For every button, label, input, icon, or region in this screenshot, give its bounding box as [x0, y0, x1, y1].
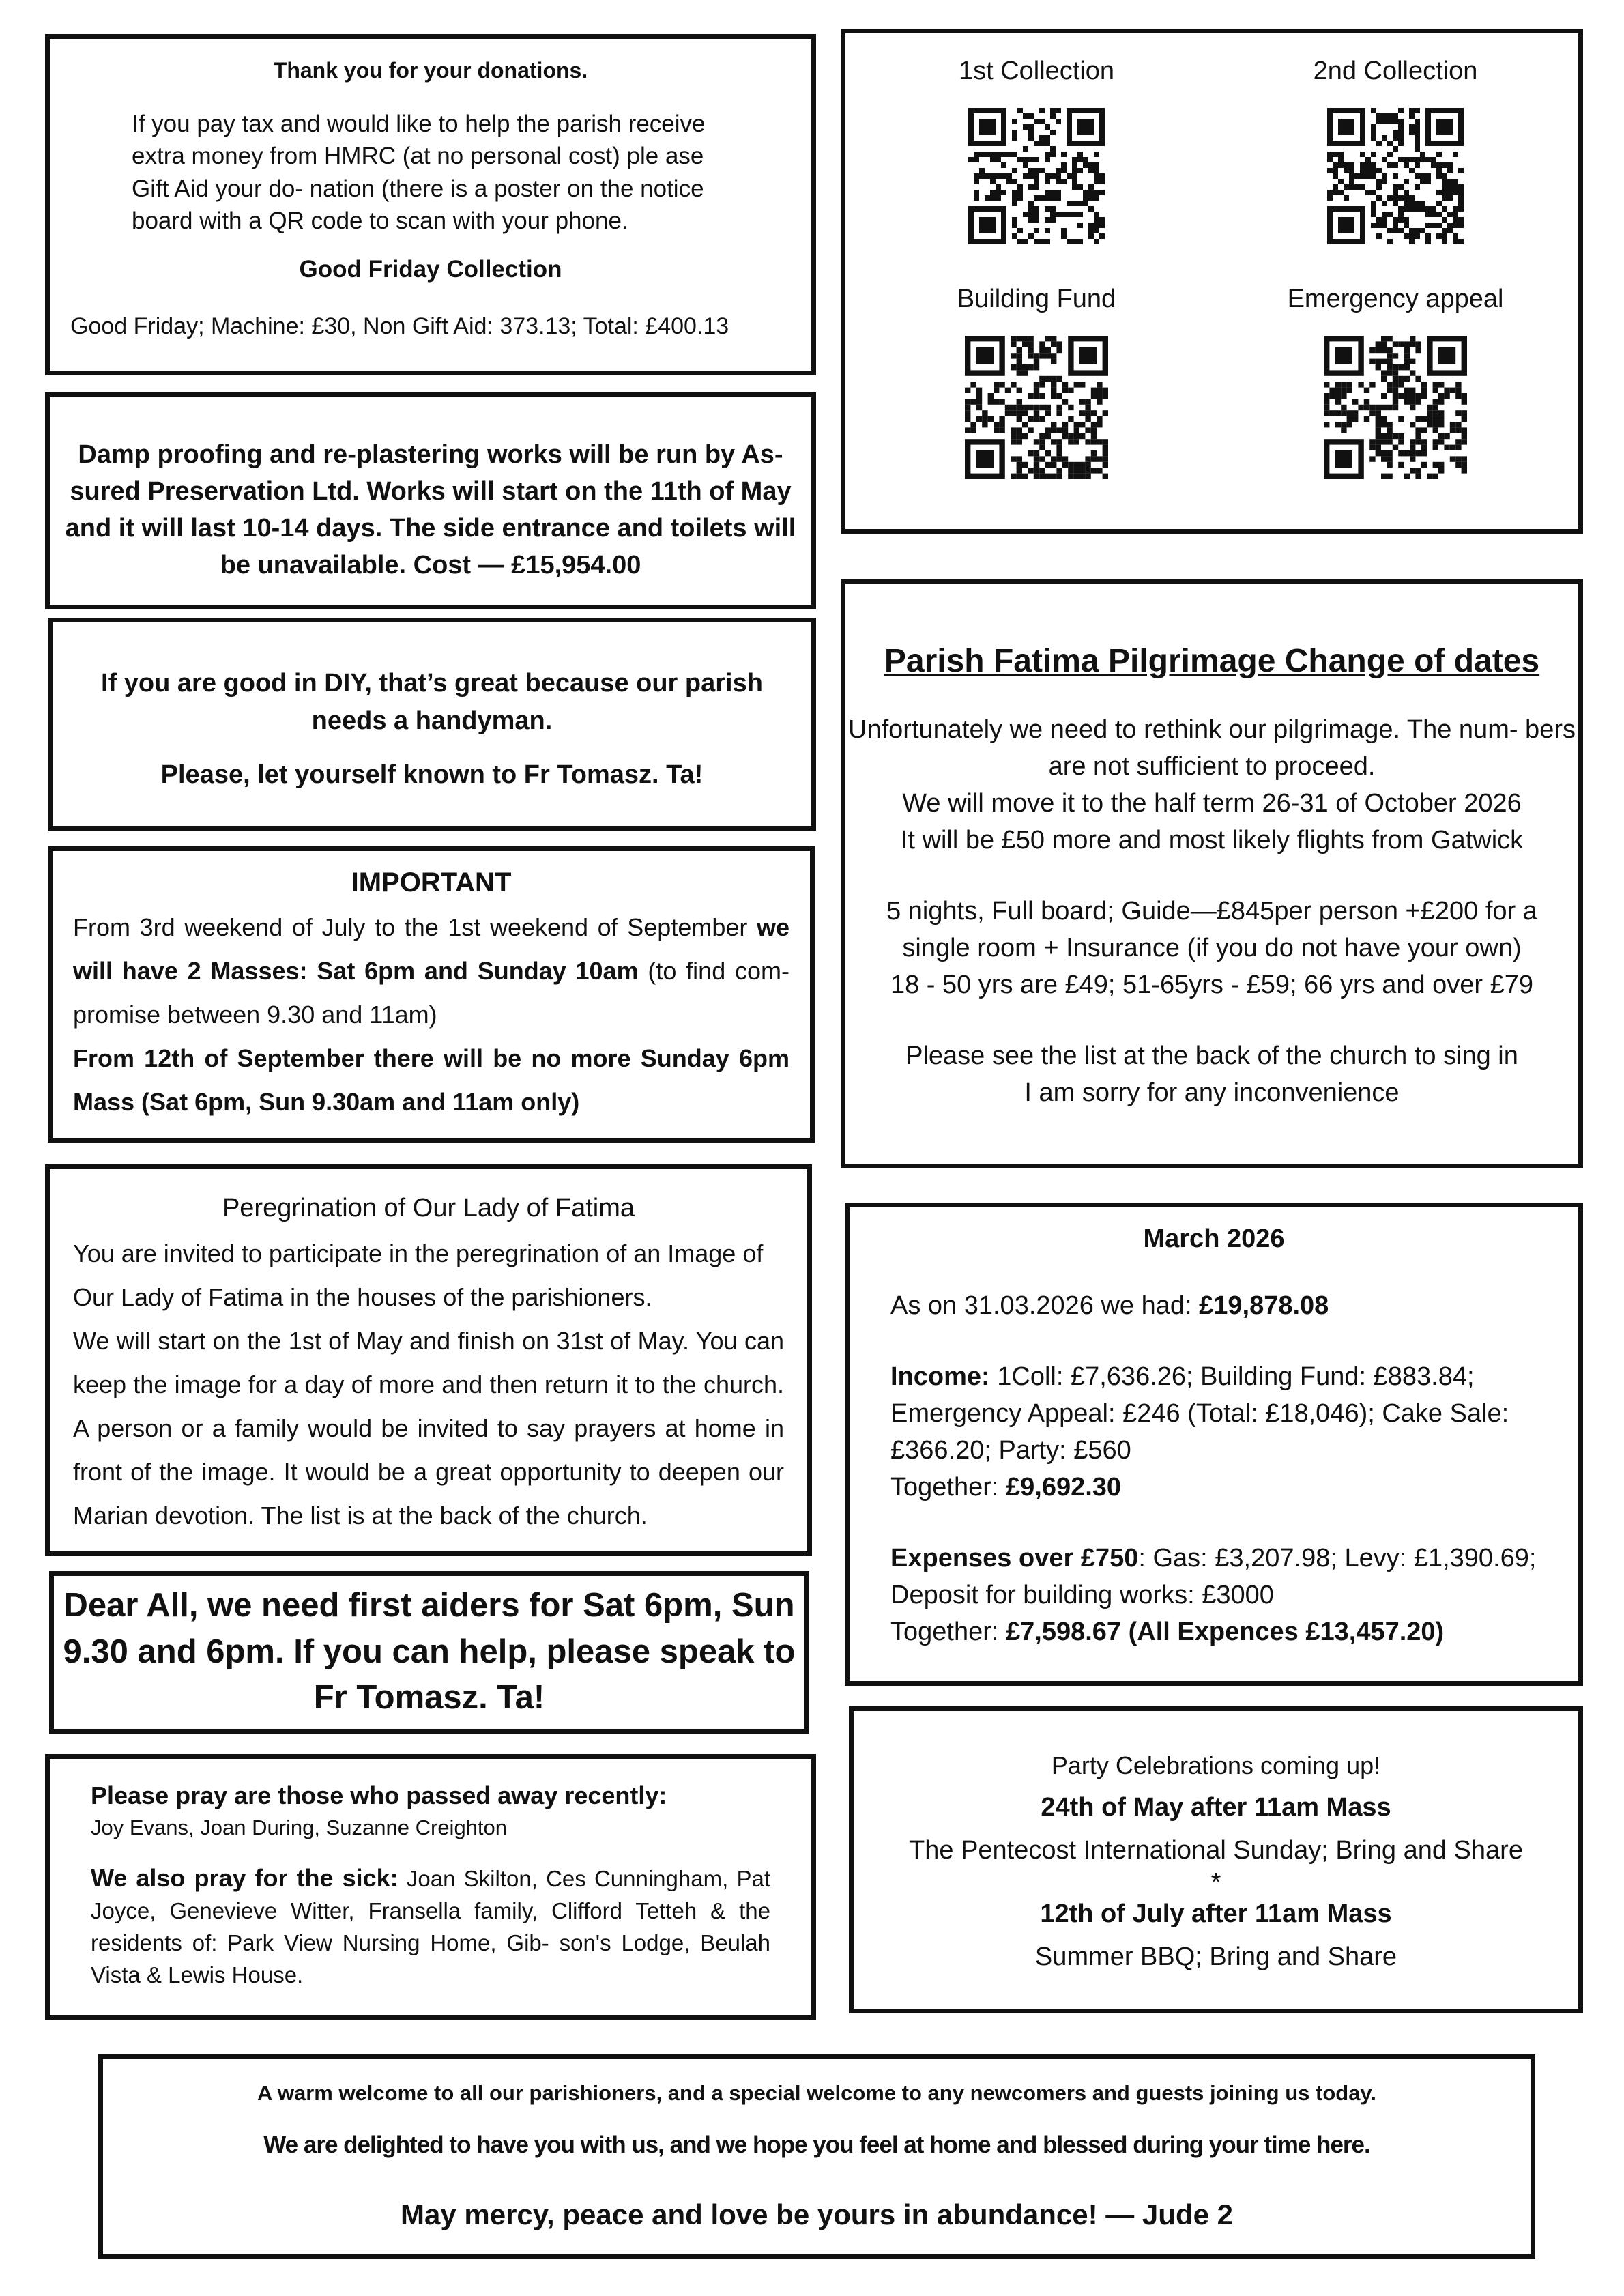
qr-emergency-appeal[interactable] [1266, 285, 1525, 479]
september-mass-text: From 12th of September there will be no more Sunday 6pm Mass (Sat 6pm, Sun 9.30am and 11am only) [73, 1044, 789, 1117]
qr-first-collection[interactable] [907, 57, 1166, 244]
peregrination-notice [45, 1164, 812, 1556]
income-together [890, 1469, 1537, 1506]
finance-report [845, 1203, 1583, 1686]
handyman-text: If you are good in DIY, that’s great because our parish needs a handyman. [101, 669, 763, 736]
welcome-line: A warm welcome to all our parishioners, and a special welcome to any newcomers and guests joining us today. [257, 2081, 1376, 2105]
together-label: Together: [890, 1472, 1006, 1502]
prayer-list [45, 1754, 816, 2020]
pilgrimage-line: Please see the list at the back of the church to sing in [905, 1041, 1518, 1070]
qr-second-collection[interactable] [1266, 57, 1525, 244]
sick-list [91, 1861, 770, 1992]
good-friday-totals: Good Friday; Machine: £30, Non Gift Aid: 373.13; Total: £400.13 [70, 313, 729, 339]
qr-code-icon[interactable] [1324, 336, 1467, 479]
pilgrimage-line: I am sorry for any inconvenience [1024, 1078, 1400, 1107]
pilgrimage-line: Unfortunately we need to rethink our pilgrimage. The num- bers are not sufficient to proceed. [848, 715, 1576, 781]
event-description: Summer BBQ; Bring and Share [1034, 1942, 1397, 1972]
qr-code-icon[interactable] [968, 108, 1105, 244]
pilgrimage-notice [841, 579, 1583, 1168]
event-date: 24th of May after 11am Mass [1041, 1792, 1391, 1822]
mass-times-notice [48, 846, 815, 1143]
finance-income [890, 1359, 1537, 1469]
balance-label: As on 31.03.2026 we had: [890, 1291, 1200, 1320]
damp-proofing-text: Damp proofing and re-plastering works will be run by As- sured Preservation Ltd. Works will start on the 11th of May and it will last 10-14 days. The side entrance and toilets will be unavailable. Cost — £15,954.00 [65, 440, 796, 579]
party-title: Party Celebrations coming up! [1051, 1751, 1381, 1779]
gift-aid-text: If you pay tax and would like to help the parish receive extra money from HMRC (at no personal cost) ple ase Gift Aid your do- nation (there is a poster on the notice board with a QR code to scan with your phone. [132, 111, 706, 234]
sick-heading: We also pray for the sick: [91, 1864, 398, 1893]
qr-building-fund[interactable] [907, 285, 1166, 479]
qr-label: Emergency appeal [1287, 285, 1504, 313]
balance-value: £19,878.08 [1199, 1291, 1329, 1320]
summer-note: (to find com- promise between 9.30 and 11am) [73, 957, 790, 1029]
deceased-names: Joy Evans, Joan During, Suzanne Creighton [91, 1816, 508, 1840]
handyman-notice [48, 618, 816, 831]
welcome-line: We are delighted to have you with us, and we hope you feel at home and blessed during your time here. [263, 2132, 1370, 2158]
pilgrimage-line: 5 nights, Full board; Guide—£845per person +£200 for a single room + Insurance (if you do not have your own) [886, 896, 1537, 962]
summer-intro: From 3rd weekend of July to the 1st weekend of September [73, 913, 757, 941]
party-celebrations [849, 1706, 1583, 2013]
together-label: Together: [890, 1617, 1006, 1646]
good-friday-heading: Good Friday Collection [299, 256, 562, 283]
welcome-blessing: May mercy, peace and love be yours in abundance! — Jude 2 [401, 2198, 1233, 2230]
qr-label: 1st Collection [958, 57, 1115, 85]
donations-title: Thank you for your donations. [273, 58, 588, 83]
finance-title: March 2026 [1143, 1224, 1285, 1253]
finance-balance [890, 1288, 1537, 1325]
first-aiders-text: Dear All, we need first aiders for Sat 6pm, Sun 9.30 and 6pm. If you can help, please speak to Fr Tomasz. Ta! [63, 1587, 796, 1717]
event-separator: * [1210, 1867, 1221, 1897]
first-aiders-notice [49, 1571, 809, 1734]
peregrination-intro: You are invited to participate in the peregrination of an Image of Our Lady of Fatima in the houses of the parishioners. [73, 1239, 764, 1311]
pilgrimage-line: We will move it to the half term 26-31 of October 2026 [902, 789, 1522, 818]
summer-masses: we will have 2 Masses: Sat 6pm and Sunday 10am [73, 913, 789, 986]
event-date: 12th of July after 11am Mass [1040, 1899, 1392, 1929]
qr-panel [841, 29, 1583, 534]
finance-expenses [890, 1540, 1537, 1614]
income-total: £9,692.30 [1006, 1472, 1122, 1502]
event-description: The Pentecost International Sunday; Bring and Share [909, 1835, 1523, 1865]
damp-proofing-notice [45, 392, 816, 609]
important-title: IMPORTANT [351, 867, 512, 898]
peregrination-details: We will start on the 1st of May and finish on 31st of May. You can keep the image for a day of more and then return it to the church. A person or a family would be invited to say prayers at home in front of the image. It would be a great opportunity to deepen our Marian devotion. The list is at the back of the church. [73, 1326, 784, 1530]
income-label: Income: [890, 1362, 990, 1391]
handyman-contact: Please, let yourself known to Fr Tomasz. Ta! [160, 760, 704, 790]
expenses-together [890, 1614, 1537, 1651]
qr-label: 2nd Collection [1313, 57, 1478, 85]
qr-code-icon[interactable] [965, 336, 1108, 479]
donations-panel [45, 34, 816, 375]
welcome-banner [98, 2054, 1535, 2259]
expenses-text: : Gas: £3,207.98; Levy: £1,390.69; Deposit for building works: £3000 [890, 1543, 1537, 1609]
pilgrimage-line: It will be £50 more and most likely flights from Gatwick [900, 826, 1524, 855]
pilgrimage-title: Parish Fatima Pilgrimage Change of dates [884, 643, 1540, 679]
qr-code-icon[interactable] [1327, 108, 1464, 244]
expenses-label: Expenses over £750 [890, 1543, 1139, 1573]
qr-label: Building Fund [957, 285, 1116, 313]
sick-names: Joan Skilton, Ces Cunningham, Pat Joyce, Genevieve Witter, Fransella family, Clifford Tetteh & the residents of: Park View Nursing Home, Gib- son's Lodge, Beulah Vista & Lewis House. [91, 1866, 770, 1988]
expenses-total: £7,598.67 (All Expences £13,457.20) [1006, 1617, 1445, 1646]
peregrination-title: Peregrination of Our Lady of Fatima [222, 1194, 635, 1222]
deceased-heading: Please pray are those who passed away recently: [91, 1781, 667, 1809]
income-text: 1Coll: £7,636.26; Building Fund: £883.84; Emergency Appeal: £246 (Total: £18,046); Cake Sale: £366.20; Party: £560 [890, 1362, 1509, 1465]
pilgrimage-line: 18 - 50 yrs are £49; 51-65yrs - £59; 66 yrs and over £79 [890, 970, 1534, 999]
summer-mass-text [73, 906, 789, 1037]
